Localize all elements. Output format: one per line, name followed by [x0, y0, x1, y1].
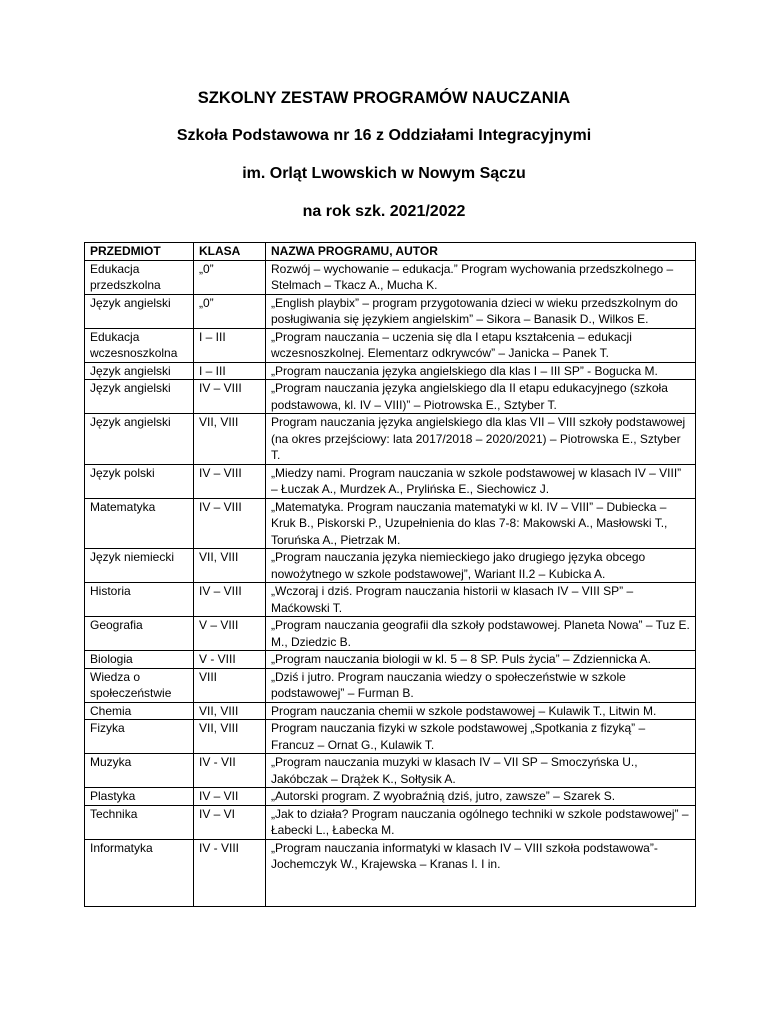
- grade-cell: VII, VIII: [194, 414, 266, 465]
- grade-cell: V – VIII: [194, 617, 266, 651]
- program-cell: „Wczoraj i dziś. Program nauczania historii w klasach IV – VIII SP” – Maćkowski T.: [266, 583, 696, 617]
- grade-cell: „0”: [194, 260, 266, 294]
- title-block: [0, 86, 768, 224]
- grade-cell: „0”: [194, 294, 266, 328]
- subject-cell: Chemia: [85, 702, 194, 720]
- subject-cell: Plastyka: [85, 788, 194, 806]
- program-cell: „Dziś i jutro. Program nauczania wiedzy o społeczeństwie w szkole podstawowej” – Furman B.: [266, 668, 696, 702]
- table-row: [85, 617, 696, 651]
- table-row: [85, 668, 696, 702]
- subject-cell: Edukacja przedszkolna: [85, 260, 194, 294]
- program-cell: „Jak to działa? Program nauczania ogólnego techniki w szkole podstawowej” – Łabecki L., Łabecka M.: [266, 805, 696, 839]
- grade-cell: IV – VIII: [194, 498, 266, 549]
- table-row: [85, 260, 696, 294]
- grade-cell: VII, VIII: [194, 720, 266, 754]
- school-name-line: Szkoła Podstawowa nr 16 z Oddziałami Integracyjnymi: [176, 127, 592, 144]
- subject-cell: Technika: [85, 805, 194, 839]
- header-grade: KLASA: [194, 243, 266, 261]
- program-cell: „English playbix” – program przygotowania dzieci w wieku przedszkolnym do posługiwania się językiem angielskim” – Sikora – Banasik D., Wilkos E.: [266, 294, 696, 328]
- grade-cell: IV – VII: [194, 788, 266, 806]
- table-row: [85, 362, 696, 380]
- program-cell: „Program nauczania biologii w kl. 5 – 8 SP. Puls życia” – Zdziennicka A.: [266, 651, 696, 669]
- grade-cell: IV – VIII: [194, 583, 266, 617]
- curriculum-table: [84, 242, 696, 907]
- program-cell: Program nauczania fizyki w szkole podstawowej „Spotkania z fizyką” – Francuz – Ornat G., Kulawik T.: [266, 720, 696, 754]
- school-patron-line: im. Orląt Lwowskich w Nowym Sączu: [242, 165, 526, 182]
- subject-cell: Biologia: [85, 651, 194, 669]
- table-row: [85, 414, 696, 465]
- table-row: [85, 464, 696, 498]
- table-row: [85, 583, 696, 617]
- table-row: [85, 328, 696, 362]
- document-title: SZKOLNY ZESTAW PROGRAMÓW NAUCZANIA: [197, 89, 571, 107]
- grade-cell: V - VIII: [194, 651, 266, 669]
- subject-cell: Matematyka: [85, 498, 194, 549]
- school-year-line: na rok szk. 2021/2022: [302, 203, 466, 220]
- program-cell: Program nauczania języka angielskiego dla klas VII – VIII szkoły podstawowej (na okres przejściowy: lata 2017/2018 – 2020/2021) – Piotrowska E., Sztyber T.: [266, 414, 696, 465]
- program-cell: „Program nauczania informatyki w klasach IV – VIII szkoła podstawowa”- Jochemczyk W., Krajewska – Kranas I. I in.: [266, 839, 696, 906]
- program-cell: „Program nauczania geografii dla szkoły podstawowej. Planeta Nowa” – Tuz E. M., Dziedzic B.: [266, 617, 696, 651]
- program-cell: Program nauczania chemii w szkole podstawowej – Kulawik T., Litwin M.: [266, 702, 696, 720]
- grade-cell: IV - VII: [194, 754, 266, 788]
- table-row: [85, 754, 696, 788]
- subject-cell: Muzyka: [85, 754, 194, 788]
- subject-cell: Informatyka: [85, 839, 194, 906]
- grade-cell: IV – VIII: [194, 464, 266, 498]
- program-cell: „Matematyka. Program nauczania matematyki w kl. IV – VIII” – Dubiecka – Kruk B., Piskorski P., Uzupełnienia do klas 7-8: Makowski A., Masłowski T., Toruńska A., Pietrzak M.: [266, 498, 696, 549]
- subject-cell: Geografia: [85, 617, 194, 651]
- table-row: [85, 651, 696, 669]
- subject-cell: Język angielski: [85, 380, 194, 414]
- subject-cell: Język angielski: [85, 362, 194, 380]
- grade-cell: VII, VIII: [194, 549, 266, 583]
- table-row: [85, 720, 696, 754]
- table-row: [85, 788, 696, 806]
- subject-cell: Edukacja wczesnoszkolna: [85, 328, 194, 362]
- grade-cell: VIII: [194, 668, 266, 702]
- program-cell: „Autorski program. Z wyobraźnią dziś, jutro, zawsze” – Szarek S.: [266, 788, 696, 806]
- table-row: [85, 702, 696, 720]
- subject-cell: Wiedza o społeczeństwie: [85, 668, 194, 702]
- program-cell: Rozwój – wychowanie – edukacja.” Program wychowania przedszkolnego –Stelmach – Tkacz A., Mucha K.: [266, 260, 696, 294]
- table-row: [85, 839, 696, 906]
- table-row: [85, 549, 696, 583]
- grade-cell: IV - VIII: [194, 839, 266, 906]
- table-row: [85, 294, 696, 328]
- program-cell: „Miedzy nami. Program nauczania w szkole podstawowej w klasach IV – VIII” – Łuczak A., Murdzek A., Prylińska E., Siechowicz J.: [266, 464, 696, 498]
- program-cell: „Program nauczania – uczenia się dla I etapu kształcenia – edukacji wczesnoszkolnej. Elementarz odkrywców” – Janicka – Panek T.: [266, 328, 696, 362]
- program-cell: „Program nauczania języka angielskiego dla II etapu edukacyjnego (szkoła podstawowa, kl. IV – VIII)” – Piotrowska E., Sztyber T.: [266, 380, 696, 414]
- table-row: [85, 380, 696, 414]
- header-program: NAZWA PROGRAMU, AUTOR: [266, 243, 696, 261]
- grade-cell: I – III: [194, 362, 266, 380]
- program-cell: „Program nauczania języka niemieckiego jako drugiego języka obcego nowożytnego w szkole podstawowej”, Wariant II.2 – Kubicka A.: [266, 549, 696, 583]
- program-cell: „Program nauczania muzyki w klasach IV – VII SP – Smoczyńska U., Jakóbczak – Drążek K., Sołtysik A.: [266, 754, 696, 788]
- table-row: [85, 498, 696, 549]
- header-subject: PRZEDMIOT: [85, 243, 194, 261]
- subject-cell: Język angielski: [85, 294, 194, 328]
- subject-cell: Język polski: [85, 464, 194, 498]
- program-cell: „Program nauczania języka angielskiego dla klas I – III SP” - Bogucka M.: [266, 362, 696, 380]
- table-row: [85, 805, 696, 839]
- grade-cell: IV – VIII: [194, 380, 266, 414]
- subject-cell: Historia: [85, 583, 194, 617]
- subject-cell: Fizyka: [85, 720, 194, 754]
- table-header-row: [85, 243, 696, 261]
- subject-cell: Język angielski: [85, 414, 194, 465]
- subject-cell: Język niemiecki: [85, 549, 194, 583]
- grade-cell: IV – VI: [194, 805, 266, 839]
- grade-cell: VII, VIII: [194, 702, 266, 720]
- grade-cell: I – III: [194, 328, 266, 362]
